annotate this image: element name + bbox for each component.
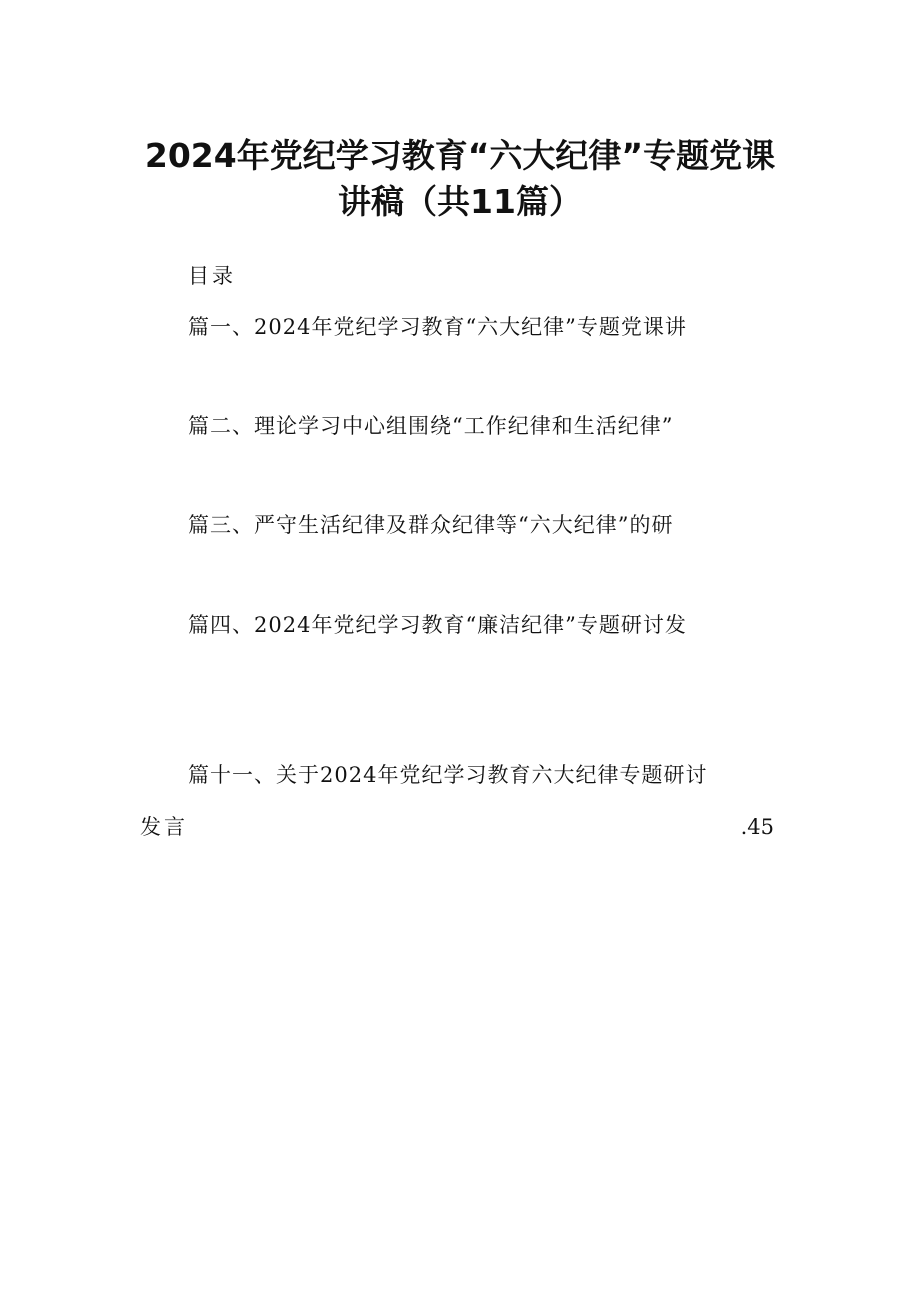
toc-item[interactable]: 篇四、2024年党纪学习教育“廉洁纪律”专题研讨发 bbox=[188, 613, 687, 637]
toc-item[interactable]: 篇二、理论学习中心组围绕“工作纪律和生活纪律” bbox=[188, 414, 674, 438]
toc-item[interactable]: 篇一、2024年党纪学习教育“六大纪律”专题党课讲 bbox=[188, 315, 687, 339]
document-title-line-1: 2024年党纪学习教育“六大纪律”专题党课 bbox=[144, 136, 776, 175]
toc-item[interactable]: 篇十一、关于2024年党纪学习教育六大纪律专题研讨 bbox=[188, 763, 708, 787]
toc-item[interactable]: 篇三、严守生活纪律及群众纪律等“六大纪律”的研 bbox=[188, 513, 674, 537]
toc-page-number: .45 bbox=[740, 815, 774, 839]
toc-item-continuation[interactable]: 发言 bbox=[140, 815, 188, 839]
document-title-line-2: 讲稿（共11篇） bbox=[338, 182, 582, 221]
toc-heading: 目录 bbox=[188, 264, 236, 288]
